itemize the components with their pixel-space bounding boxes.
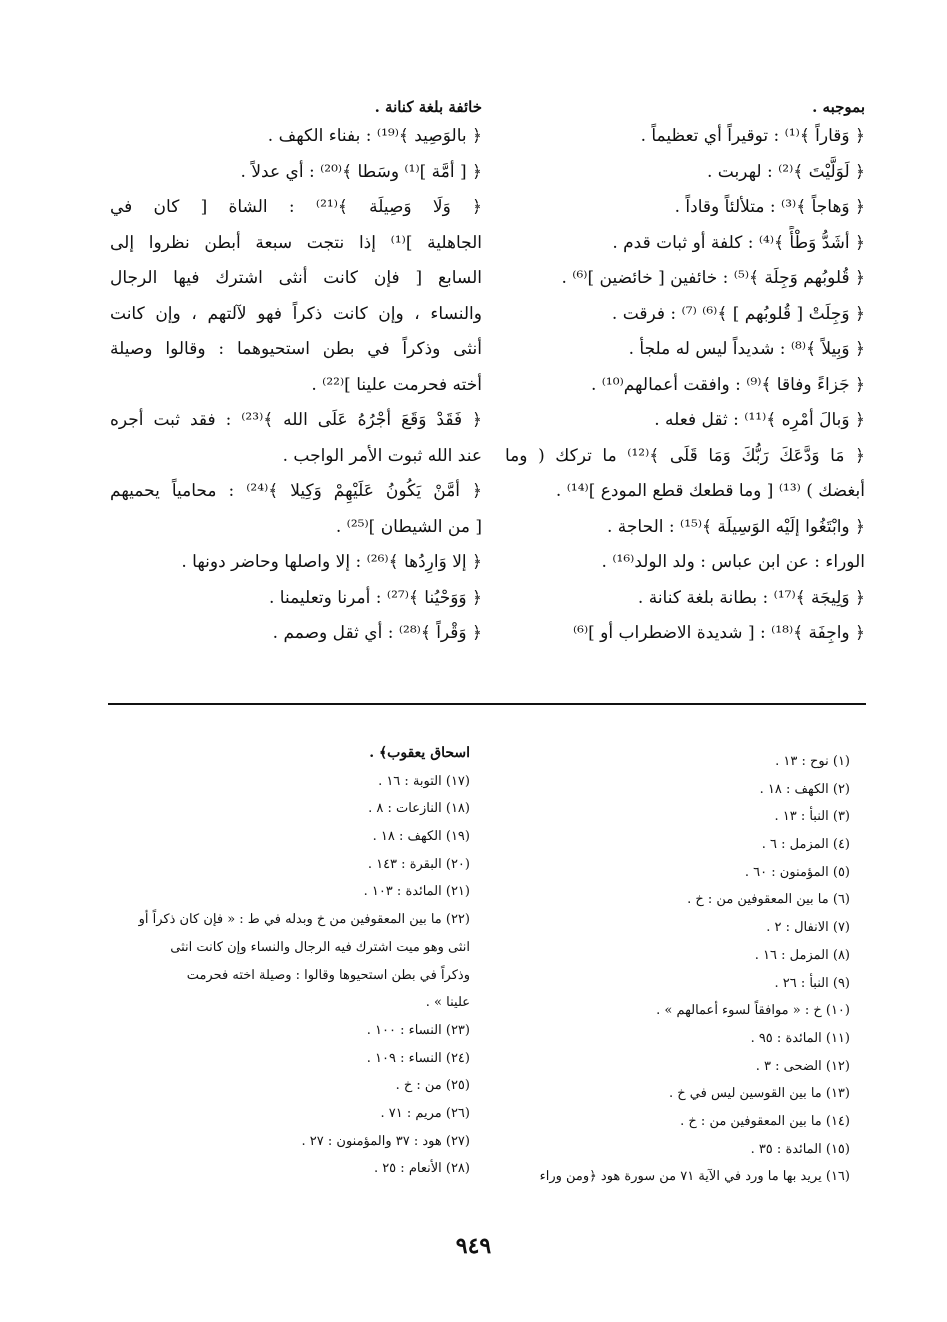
footnote: (١١) المائدة : ٩٥ . [750, 1030, 850, 1046]
text-line: السابع [ فإن كانت أنثى اشترك فيها الرجال [110, 268, 482, 288]
footnote: علينا » . [425, 995, 470, 1011]
footnote: (١) نوح : ١٣ . [775, 754, 850, 769]
footnote: (١٠) خ : « موافقاً لسوء أعمالهم » . [656, 1003, 850, 1019]
text-line: ﴿ وابْتَغُوا إلَيْه الوَسِيلَة ﴾⁽¹⁵⁾ : الحاجة . [606, 516, 865, 537]
footnote: (٢٥) من : خ . [395, 1078, 470, 1094]
footnote: (١٢) الضحى : ٣ . [755, 1058, 850, 1074]
text-line: ﴿ وَجِلَتْ [ قُلوبُهم ] ﴾⁽⁶⁾ ⁽⁷⁾ : فرقت . [611, 303, 865, 324]
text-line: ﴿ وَلَا وَصِيلَة ﴾⁽²¹⁾ : الشاة [ كان في [110, 197, 482, 217]
footnote: (١٣) ما بين القوسين ليس في خ . [668, 1086, 850, 1102]
footnote: (١٦) يريد بها ما ورد في الآية ٧١ من سورة هود ﴿ومن وراء [539, 1169, 850, 1185]
text-line: ﴿ فَقَدْ وَقَعَ أجْرُهُ عَلَى الله ﴾⁽²³⁾ : فقد ثبت أجره [110, 410, 482, 430]
page-number: ٩٤٩ [455, 1233, 492, 1259]
footnote: (٣) النبأ : ١٣ . [774, 809, 850, 825]
footnote: (٢٢) ما بين المعقوفين من خ وبدله في ط : « فإن كان ذكراً أو [138, 912, 470, 928]
footnote: (٢) الكهف : ١٨ . [759, 781, 850, 797]
footnote: (٩) النبأ : ٢٦ . [774, 975, 850, 991]
text-line: الجاهلية ]⁽¹⁾ إذا نتجت سبعة أبطن نظروا إلى [110, 232, 482, 253]
text-line: ﴿ وَوَحْيُنا ﴾⁽²⁷⁾ : أمرنا وتعليمنا . [268, 587, 482, 608]
text-line: بموجبه . [812, 98, 865, 116]
text-line: الوراء : عن ابن عباس : ولد الولد⁽¹⁶⁾ . [601, 552, 865, 572]
footnote: (٧) الانفال : ٢ . [766, 920, 850, 936]
text-line: ﴿ وَهاجاً ﴾⁽³⁾ : متلألئاً وقاداً . [674, 197, 865, 217]
footnote: (١٧) التوبة : ١٦ . [378, 773, 470, 789]
footnotes-right-column [490, 748, 850, 1191]
text-line: ﴿ وَلِيجَة ﴾⁽¹⁷⁾ : بطانة بلغة كنانة . [637, 587, 865, 608]
text-line: ﴿ بالوَصِيد ﴾⁽¹⁹⁾ : بفناء الكهف . [267, 126, 482, 146]
footnote: انثى وهو ميت اشترك فيه الرجال والنساء وإن كانت انثى [170, 939, 470, 955]
footnote: (٥) المؤمنون : ٦٠ . [744, 864, 850, 880]
footnotes-left-column [110, 740, 470, 1183]
text-line: ﴿ أشَدُّ وَطْأً ﴾⁽⁴⁾ : كلفة أو ثبات قدم . [612, 232, 865, 253]
text-line: ﴿ [ أمَّة ]⁽¹⁾ وسَطا ﴾⁽²⁰⁾ : أي عدلاً . [240, 161, 482, 182]
text-line: ﴿ إلا وَارِدُها ﴾⁽²⁶⁾ : إلا واصلها وحاضر دونها . [181, 552, 482, 572]
text-line: ﴿ أمَّنْ يَكُونُ عَلَيْهِمْ وَكِيلا ﴾⁽²⁴⁾ : محامياً يحميهم [110, 481, 482, 501]
footnote: (١٥) المائدة : ٣٥ . [750, 1141, 850, 1157]
text-line: ﴿ واجِفَة ﴾⁽¹⁸⁾ : [ شديدة الاضطراب أو ]⁽⁶⁾ [572, 623, 865, 643]
footnote: (٦) ما بين المعقوفين من : خ . [687, 892, 850, 908]
text-line: أبغضك ) ⁽¹³⁾ [ وما قطعك قطع المودع ]⁽¹⁴⁾ . [555, 481, 865, 501]
footnote: (٢٦) مريم : ٧١ . [380, 1105, 470, 1121]
footnote: (٨) المزمل : ١٦ . [754, 947, 850, 963]
text-line: [ من الشيطان ]⁽²⁵⁾ . [335, 516, 482, 537]
footnote: (١٤) ما بين المعقوفين من : خ . [680, 1113, 850, 1129]
text-line: والنساء ، وإن كانت ذكراً فهو لآلتهم ، وإن كانت [110, 303, 482, 324]
footnote: (٢٠) البقرة : ١٤٣ . [367, 856, 470, 872]
footnote: وذكراً في بطن استحيوها وقالوا : وصيلة اخته فحرمت [186, 967, 470, 983]
text-line: خائفة بلغة كنانة . [374, 98, 482, 116]
text-line: ﴿ قُلوبُهم وَجِلَة ﴾⁽⁵⁾ : خائفين [ خائضين ]⁽⁶⁾ . [561, 268, 865, 288]
text-line: ﴿ جَزاءً وفاقا ﴾⁽⁹⁾ : وافقت أعمالهم⁽¹⁰⁾ . [590, 374, 865, 395]
text-line: ﴿ لَوَلَّيْتَ ﴾⁽²⁾ : لهربت . [706, 161, 865, 182]
text-line: ﴿ وَبالَ أمْرِه ﴾⁽¹¹⁾ : ثقل فعله . [654, 410, 865, 430]
text-line: ﴿ مَا وَدَّعَكَ رَبُّكَ وَمَا قَلَى ﴾⁽¹²⁾ ما تركك ( وما [505, 445, 865, 466]
right-text-column [505, 95, 865, 652]
text-line: عند الله ثبوت الأمر الواجب . [282, 445, 482, 466]
text-line: ﴿ وَقاراً ﴾⁽¹⁾ : توقيراً أي تعظيماً . [640, 126, 865, 146]
left-text-column [110, 95, 482, 652]
text-line: ﴿ وَبِيلاً ﴾⁽⁸⁾ : شديداً ليس له ملجأ . [628, 339, 865, 359]
footnote: (٢٤) النساء : ١٠٩ . [366, 1050, 470, 1066]
text-line: أنثى وذكراً في بطن استحيوهما : وقالوا وصيلة [110, 339, 482, 359]
footnote: (١٨) النازعات : ٨ . [368, 801, 470, 817]
footnote-divider [108, 703, 866, 705]
footnote: (١٩) الكهف : ١٨ . [372, 829, 470, 845]
footnote: (٢٧) هود : ٣٧ والمؤمنون : ٢٧ . [301, 1133, 470, 1149]
text-line: ﴿ وَقْراً ﴾⁽²⁸⁾ : أي ثقل وصمم . [272, 623, 482, 643]
footnote-continuation: اسحاق يعقوب﴾ . [369, 745, 470, 761]
footnote: (٢٣) النساء : ١٠٠ . [366, 1022, 470, 1038]
footnote: (٢١) المائدة : ١٠٣ . [363, 884, 470, 900]
text-line: أخته فحرمت علينا ]⁽²²⁾ . [311, 374, 482, 395]
footnote: (٤) المزمل : ٦ . [761, 837, 850, 853]
footnote: (٢٨) الأنعام : ٢٥ . [373, 1161, 470, 1177]
